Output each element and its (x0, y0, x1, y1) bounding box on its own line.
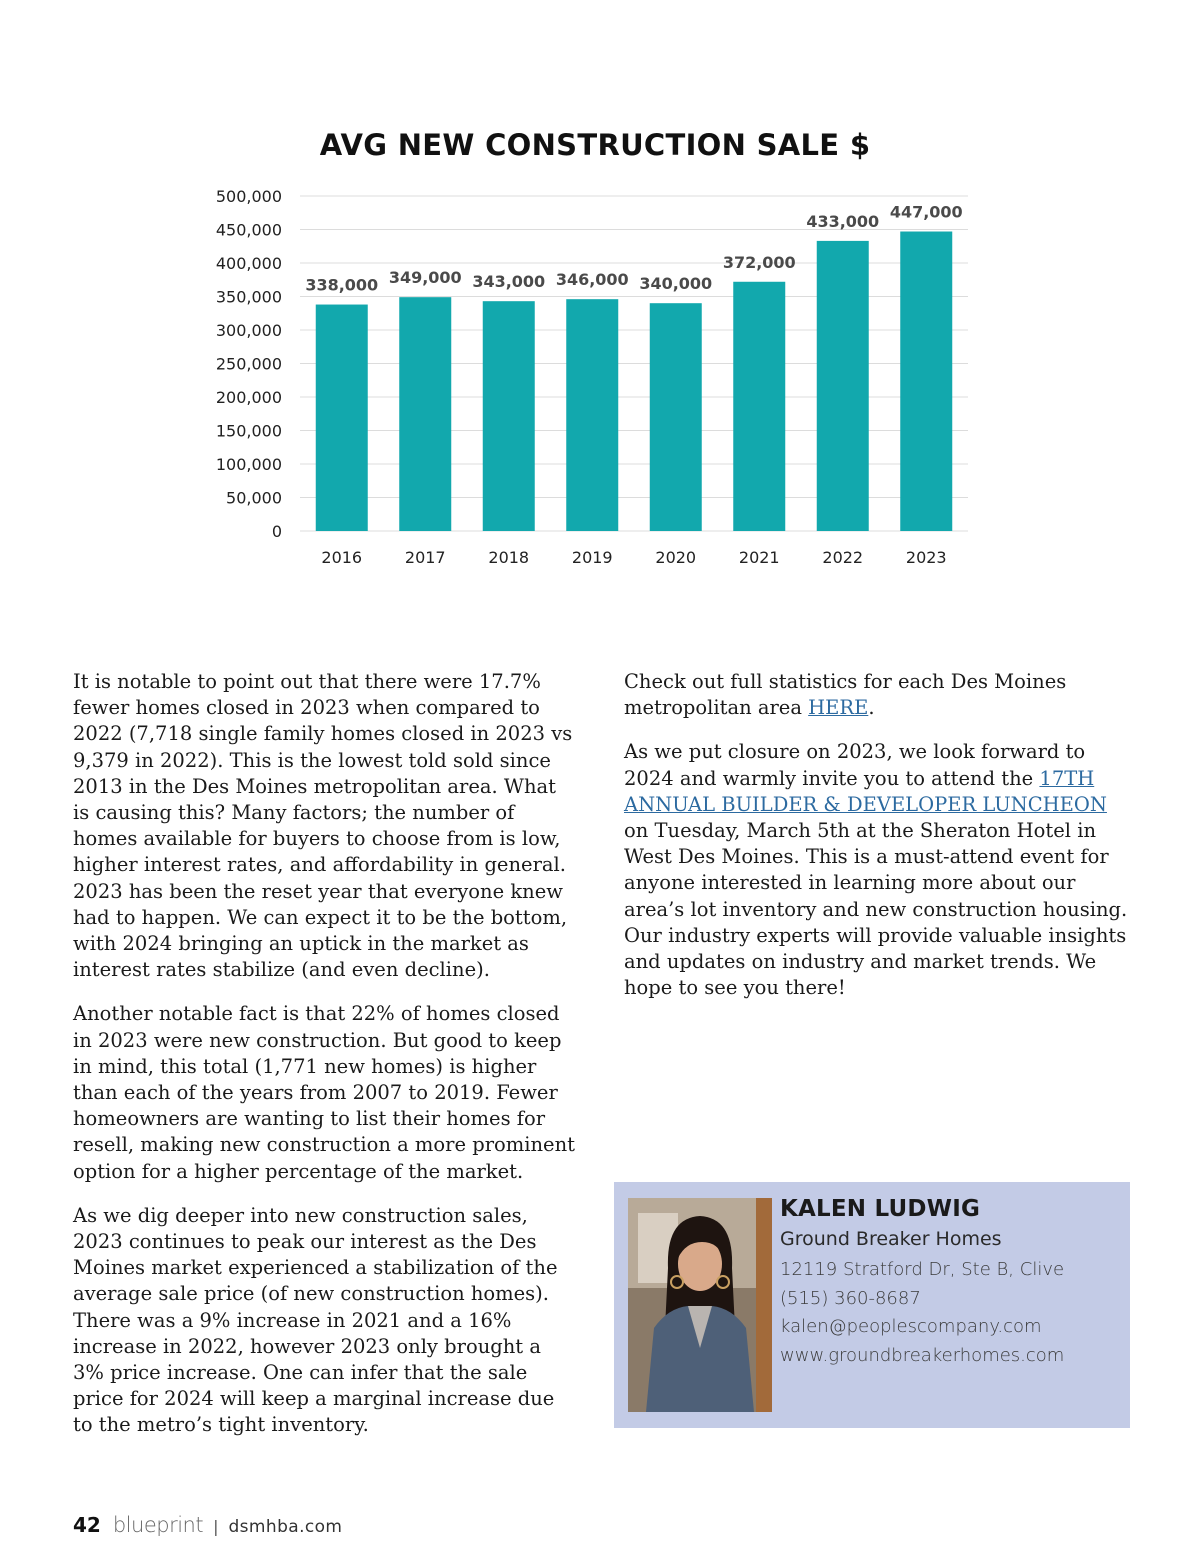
bar (483, 301, 535, 531)
data-label: 340,000 (639, 274, 713, 294)
y-tick-label: 150,000 (215, 421, 282, 441)
chart-title: AVG NEW CONSTRUCTION SALE $ (319, 128, 871, 162)
x-tick-label: 2022 (822, 548, 864, 567)
author-website: www.groundbreakerhomes.com (780, 1345, 1065, 1367)
author-email: kalen@peoplescompany.com (780, 1316, 1042, 1338)
x-tick-label: 2016 (321, 548, 363, 567)
author-bio-box (614, 1182, 1130, 1428)
statistics-link[interactable]: HERE (808, 696, 869, 720)
author-company: Ground Breaker Homes (780, 1228, 1002, 1250)
paragraph: As we dig deeper into new construction sales, 2023 continues to peak our interest as the Des Moines market experienced a stabilization of the average sale price (of new construction homes). There was a 9% increase in 2021 and a 16% increase in 2022, however 2023 only brought a 3% price increase. One can infer that the sale price for 2024 will keep a marginal increase due to the metro’s tight inventory. (73, 1203, 558, 1437)
x-tick-label: 2019 (571, 548, 613, 567)
article-left-column (73, 669, 578, 1457)
data-label: 433,000 (806, 211, 880, 231)
paragraph-text: on Tuesday, March 5th at the Sheraton Hotel in West Des Moines. This is a must-attend event for anyone interested in learning more about our area’s lot inventory and new construction housing. Our industry experts will provide valuable insights and updates on industry and market trends. We hope to see you there! (624, 819, 1128, 1000)
paragraph-text: . (868, 696, 875, 720)
y-tick-label: 200,000 (215, 388, 282, 407)
article-right-column (624, 669, 1129, 1019)
author-address: 12119 Stratford Dr, Ste B, Clive (780, 1259, 1065, 1280)
page-number: 42 (73, 1513, 101, 1537)
brand-logo: blueprint (112, 1513, 204, 1537)
y-tick-label: 500,000 (215, 187, 282, 206)
paragraph-text: Check out full statistics for each Des Moines metropolitan area (624, 670, 1067, 720)
bar (900, 232, 952, 531)
data-label: 346,000 (555, 270, 629, 290)
data-label: 372,000 (722, 252, 796, 272)
paragraph-text: As we put closure on 2023, we look forward to 2024 and warmly invite you to attend the (624, 740, 1086, 790)
y-tick-label: 350,000 (215, 287, 282, 307)
luncheon-link[interactable]: 17TH ANNUAL BUILDER & DEVELOPER LUNCHEON (624, 766, 1107, 816)
paragraph: Another notable fact is that 22% of homes closed in 2023 were new construction. But good to keep in mind, this total (1,771 new homes) is higher than each of the years from 2007 to 2019. Fewer homeowners are wanting to list their homes for resell, making new construction a more prominent option for a higher percentage of the market. (73, 1002, 575, 1183)
bar (399, 297, 451, 531)
paragraph: It is notable to point out that there were 17.7% fewer homes closed in 2023 when compared to 2022 (7,718 single family homes closed in 2023 vs 9,379 in 2022). This is the lowest told sold since 2013 in the Des Moines metropolitan area. What is causing this? Many factors; the number of homes available for buyers to choose from is low, higher interest rates, and affordability in general. 2023 has been the reset year that everyone knew had to happen. We can expect it to be the bottom, with 2024 bringing an uptick in the market as interest rates stabilize (and even decline). (73, 670, 573, 982)
bar (733, 282, 785, 531)
y-tick-label: 250,000 (215, 354, 282, 374)
author-details (780, 1196, 1120, 1371)
author-phone: (515) 360-8687 (780, 1287, 921, 1309)
footer-site: dsmhba.com (228, 1517, 343, 1537)
data-label: 338,000 (305, 275, 379, 295)
y-tick-label: 400,000 (215, 254, 282, 273)
paragraph (624, 739, 1129, 1001)
bar (817, 241, 869, 531)
x-tick-label: 2021 (738, 548, 780, 567)
y-tick-label: 0 (271, 522, 282, 541)
data-label: 349,000 (388, 268, 462, 288)
bar (566, 299, 618, 531)
x-tick-label: 2017 (404, 548, 446, 567)
x-tick-label: 2018 (488, 548, 530, 567)
data-label: 447,000 (889, 202, 963, 222)
y-tick-label: 450,000 (215, 220, 282, 240)
y-tick-label: 50,000 (226, 488, 282, 508)
bar (650, 303, 702, 531)
author-photo (628, 1198, 772, 1412)
data-label: 343,000 (472, 272, 546, 292)
y-tick-label: 300,000 (215, 321, 282, 340)
footer-separator: | (213, 1517, 219, 1536)
x-tick-label: 2023 (905, 548, 947, 567)
bar-chart (200, 175, 990, 575)
page-footer (73, 1513, 342, 1537)
author-name: KALEN LUDWIG (780, 1196, 981, 1222)
y-tick-label: 100,000 (215, 455, 282, 474)
bar (316, 305, 368, 531)
x-tick-label: 2020 (655, 548, 697, 567)
paragraph (624, 669, 1129, 721)
